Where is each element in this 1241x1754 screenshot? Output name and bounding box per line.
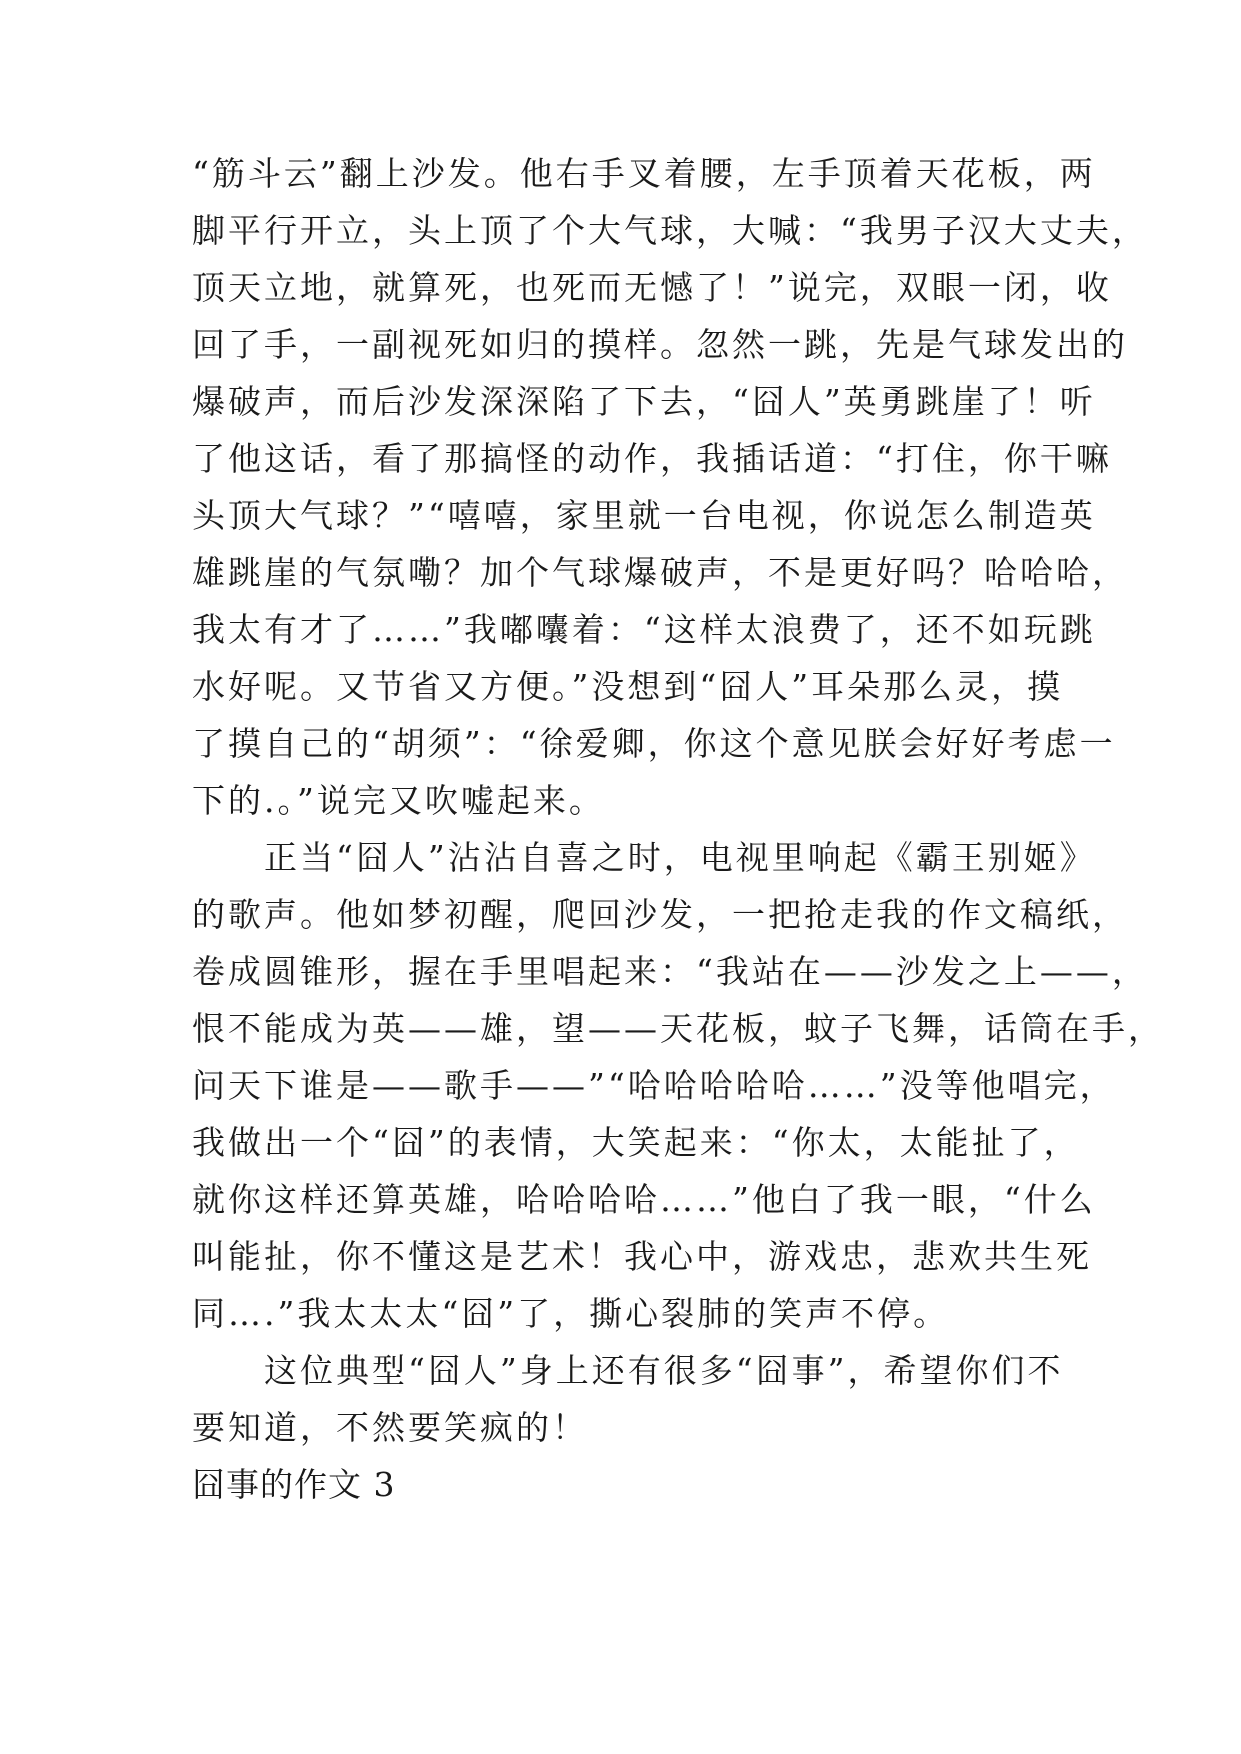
text-line: 了摸自己的“胡须”：“徐爱卿，你这个意见朕会好好考虑一 (192, 724, 1116, 763)
text-line: 下的.。”说完又吹嘘起来。 (192, 781, 605, 820)
text-line: 要知道，不然要笑疯的！ (192, 1408, 588, 1447)
text-line: 雄跳崖的气氛嘞？加个气球爆破声，不是更好吗？哈哈哈， (192, 553, 1128, 592)
text-line: 卷成圆锥形，握在手里唱起来：“我站在——沙发之上——， (192, 952, 1148, 991)
paragraph-start-line: 这位典型“囧人”身上还有很多“囧事”，希望你们不 (192, 1351, 1064, 1390)
text-line: 爆破声，而后沙发深深陷了下去，“囧人”英勇跳崖了！听 (192, 382, 1096, 421)
paragraph-start-line: 正当“囧人”沾沾自喜之时，电视里响起《霸王别姬》 (192, 838, 1096, 877)
text-line: 同….”我太太太“囧”了，撕心裂肺的笑声不停。 (192, 1294, 950, 1333)
section-title: 囧事的作文 3 (192, 1465, 396, 1504)
text-line: 我太有才了……”我嘟囔着：“这样太浪费了，还不如玩跳 (192, 610, 1096, 649)
text-line: 问天下谁是——歌手——”“哈哈哈哈哈……”没等他唱完， (192, 1066, 1116, 1105)
text-line: 恨不能成为英——雄，望——天花板，蚊子飞舞，话筒在手， (192, 1009, 1164, 1048)
text-line: “筋斗云”翻上沙发。他右手叉着腰，左手顶着天花板，两 (192, 154, 1096, 193)
text-line: 头顶大气球？”“嘻嘻，家里就一台电视，你说怎么制造英 (192, 496, 1096, 535)
text-line: 叫能扯，你不懂这是艺术！我心中，游戏忠，悲欢共生死 (192, 1237, 1092, 1276)
text-line: 了他这话，看了那搞怪的动作，我插话道：“打住，你干嘛 (192, 439, 1112, 478)
text-line: 脚平行开立，头上顶了个大气球，大喊：“我男子汉大丈夫， (192, 211, 1148, 250)
text-line: 我做出一个“囧”的表情，大笑起来：“你太，太能扯了， (192, 1123, 1080, 1162)
text-line: 顶天立地，就算死，也死而无憾了！”说完，双眼一闭，收 (192, 268, 1112, 307)
text-line: 回了手，一副视死如归的摸样。忽然一跳，先是气球发出的 (192, 325, 1128, 364)
text-line: 水好呢。又节省又方便。”没想到“囧人”耳朵那么灵，摸 (192, 667, 1064, 706)
text-line: 就你这样还算英雄，哈哈哈哈……”他白了我一眼，“什么 (192, 1180, 1096, 1219)
text-line: 的歌声。他如梦初醒，爬回沙发，一把抢走我的作文稿纸， (192, 895, 1128, 934)
